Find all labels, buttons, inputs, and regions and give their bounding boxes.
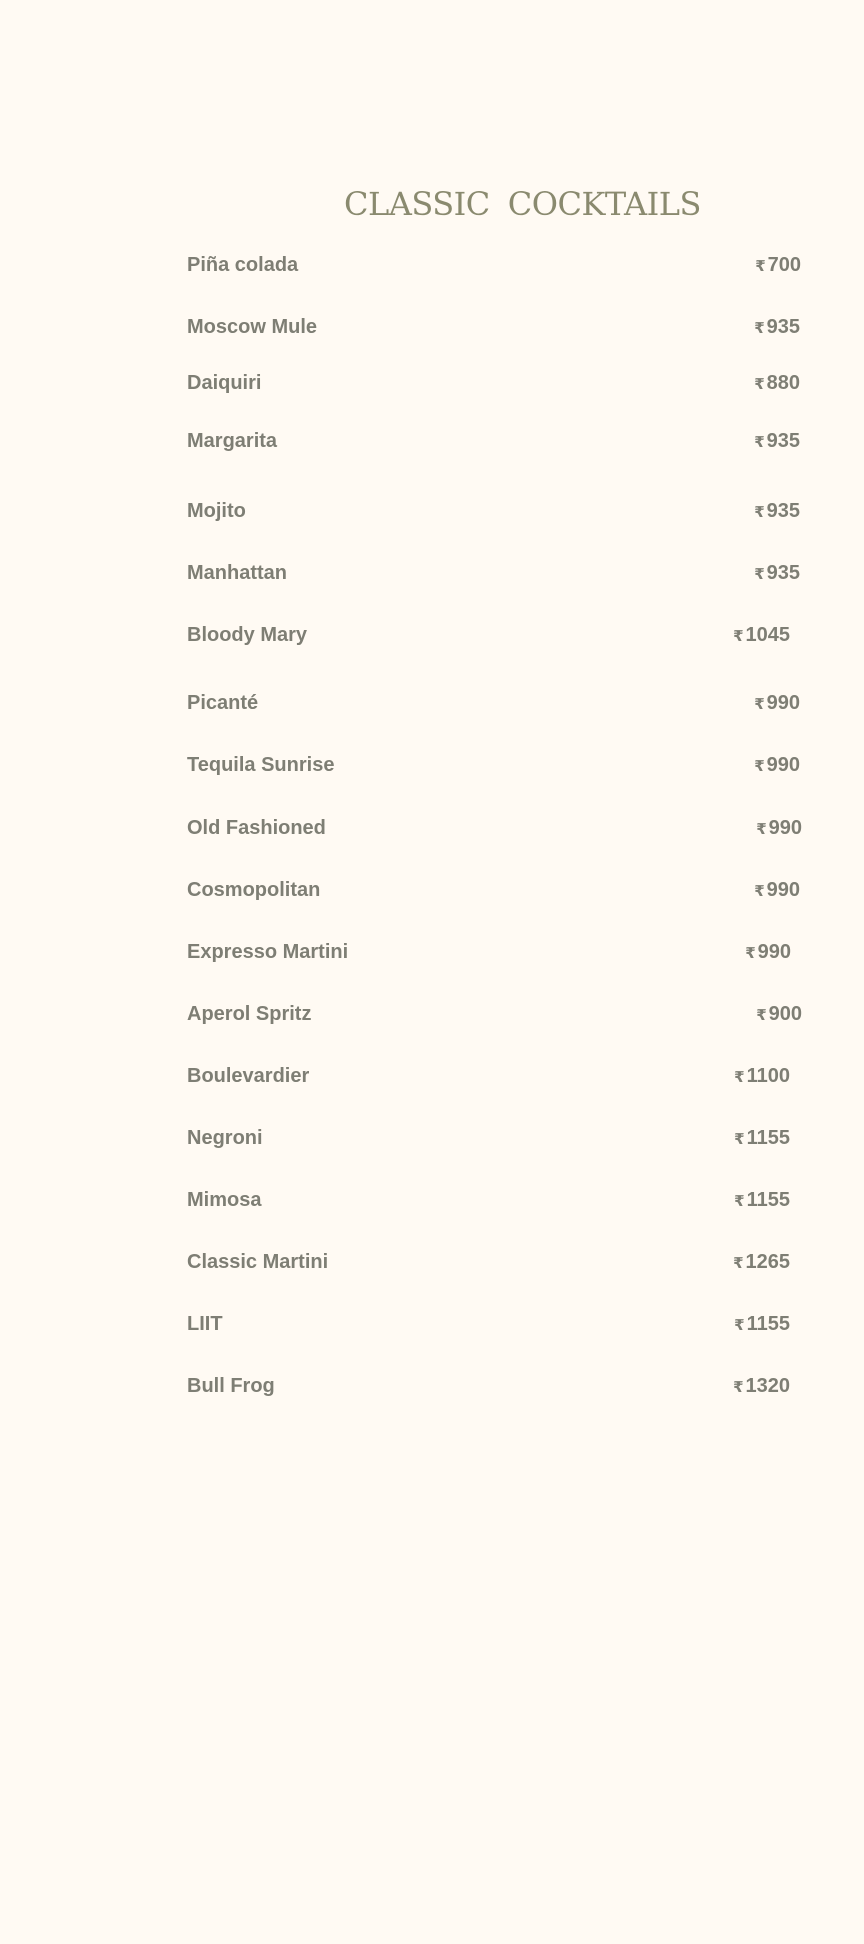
item-name: Moscow Mule [187,316,318,338]
price-value: 935 [766,430,800,452]
price-value: 990 [757,941,791,963]
item-name: Negroni [187,1127,263,1149]
item-name: Expresso Martini [187,941,349,963]
menu-item [187,1304,797,1344]
menu-item [187,245,801,285]
currency-symbol: ₹ [754,376,765,393]
menu-title-word: CLASSIC [344,185,490,223]
menu-item [187,994,802,1034]
menu-item [187,808,802,848]
menu-item [187,1056,797,1096]
menu-item [187,1242,797,1282]
currency-symbol: ₹ [756,1007,767,1024]
menu-item [187,1366,797,1406]
menu-item [187,491,800,531]
menu-item [187,421,800,461]
currency-symbol: ₹ [754,696,765,713]
currency-symbol: ₹ [734,1317,745,1334]
item-price [754,870,800,912]
item-name: Daiquiri [187,372,262,394]
menu-title [344,178,701,230]
item-name: Boulevardier [187,1065,310,1087]
currency-symbol: ₹ [754,504,765,521]
item-name: Piña colada [187,254,299,276]
price-value: 1155 [746,1313,790,1335]
item-price [754,553,800,595]
menu-item [187,745,800,785]
menu-title-word: COCKTAILS [507,185,701,223]
price-value: 990 [766,692,800,714]
item-price [733,1242,790,1284]
item-name: Mimosa [187,1189,262,1211]
price-value: 935 [766,316,800,338]
menu-item [187,363,800,403]
item-price [745,932,791,974]
currency-symbol: ₹ [756,821,767,838]
item-name: LIIT [187,1313,223,1335]
price-value: 990 [766,754,800,776]
item-price [754,683,800,725]
menu-item [187,553,800,593]
item-price [754,745,800,787]
price-value: 990 [766,879,800,901]
menu-item [187,932,797,972]
item-price [756,808,802,850]
price-value: 880 [766,372,800,394]
price-value: 1045 [745,624,790,646]
price-value: 1100 [746,1065,790,1087]
item-name: Classic Martini [187,1251,329,1273]
currency-symbol: ₹ [733,628,744,645]
currency-symbol: ₹ [734,1193,745,1210]
menu-item [187,1118,797,1158]
item-name: Bull Frog [187,1375,275,1397]
price-value: 935 [766,500,800,522]
item-name: Mojito [187,500,246,522]
item-name: Manhattan [187,562,287,584]
menu-item [187,683,800,723]
menu-item [187,615,797,655]
currency-symbol: ₹ [754,566,765,583]
menu-item [187,870,800,910]
item-name: Aperol Spritz [187,1003,312,1025]
item-price [754,307,800,349]
item-price [734,1118,790,1160]
currency-symbol: ₹ [754,320,765,337]
item-price [734,1180,790,1222]
currency-symbol: ₹ [745,945,756,962]
menu-item [187,307,800,347]
price-value: 990 [768,817,802,839]
currency-symbol: ₹ [733,1255,744,1272]
price-value: 1155 [746,1127,790,1149]
item-price [756,994,802,1036]
currency-symbol: ₹ [754,434,765,451]
item-price [734,1304,790,1346]
item-name: Bloody Mary [187,624,308,646]
item-price [755,245,801,287]
item-price [754,491,800,533]
price-value: 1155 [746,1189,790,1211]
price-value: 1265 [745,1251,790,1273]
item-price [734,1056,790,1098]
item-name: Margarita [187,430,278,452]
currency-symbol: ₹ [734,1069,745,1086]
price-value: 1320 [745,1375,790,1397]
item-name: Tequila Sunrise [187,754,335,776]
menu-item [187,1180,797,1220]
price-value: 900 [768,1003,802,1025]
item-price [754,363,800,405]
item-price [733,615,790,657]
currency-symbol: ₹ [754,758,765,775]
item-price [733,1366,790,1408]
item-name: Cosmopolitan [187,879,321,901]
currency-symbol: ₹ [734,1131,745,1148]
currency-symbol: ₹ [733,1379,744,1396]
price-value: 700 [767,254,801,276]
item-name: Picanté [187,692,259,714]
currency-symbol: ₹ [755,258,766,275]
price-value: 935 [766,562,800,584]
item-name: Old Fashioned [187,817,326,839]
currency-symbol: ₹ [754,883,765,900]
item-price [754,421,800,463]
